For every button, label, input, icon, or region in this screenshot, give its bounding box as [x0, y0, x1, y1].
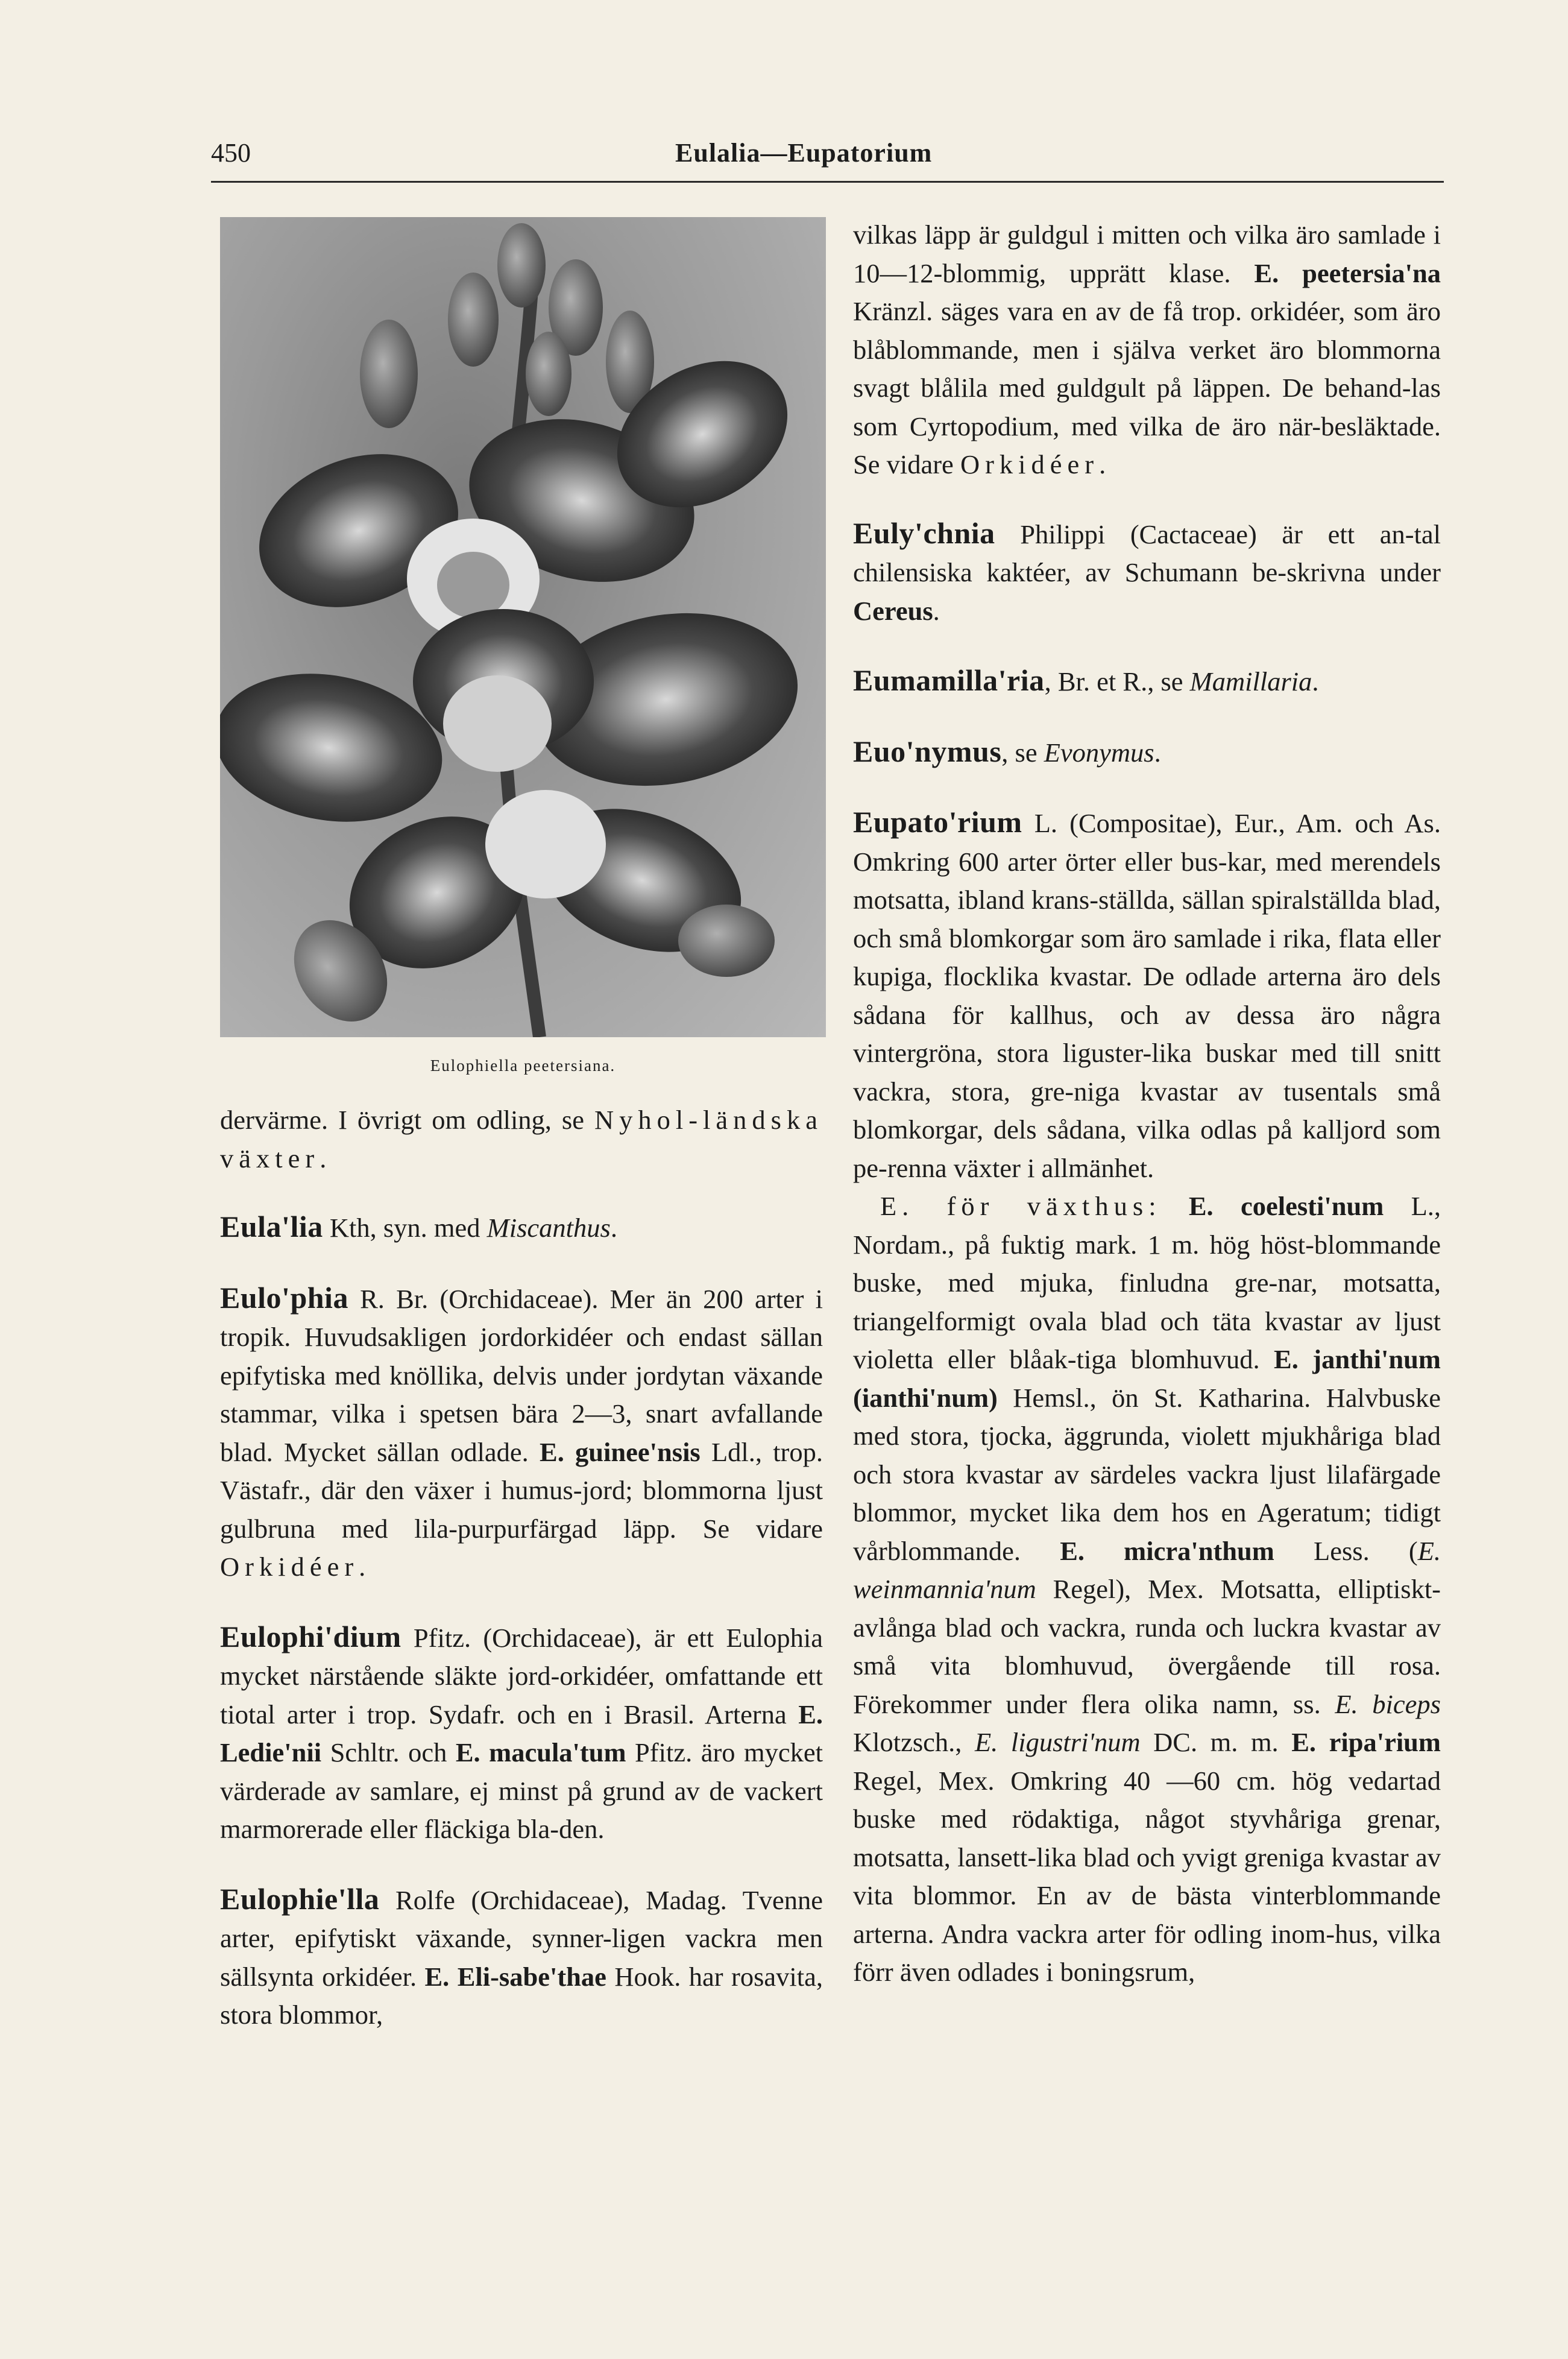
text-run: Ldl., trop. Västafr., där den växer i humus-jord; blommorna ljust gulbruna med lila-purpurfärgad läpp. Se vidare: [220, 1436, 823, 1544]
text-run: Pfitz. äro mycket värderade av samlare, ej minst på grund av de vackert marmorerade eller fläckiga bla-den.: [220, 1737, 823, 1844]
cross-reference: Nyhol-ländska växter: [220, 1105, 823, 1173]
text-run: Kränzl. säges vara en av de få trop. orkidéer, som äro blåblommande, men i själva verket äro blommorna svagt blålila med guldgult på läppen. De behand-las som Cyrtopodium, med vilka de äro när-besläktade. Se vidare: [853, 296, 1441, 479]
cross-reference: Orkidéer: [960, 449, 1100, 479]
italic-term: E. ligustri'num: [975, 1727, 1141, 1757]
italic-term: Miscanthus: [486, 1213, 611, 1243]
entry-headword: Eumamilla'ria: [853, 663, 1045, 697]
text-run: dervärme. I övrigt om odling, se: [220, 1105, 594, 1135]
entry-eulophiella: [220, 1880, 823, 2035]
text-run: vilkas läpp är guldgul i mitten och vilka äro samlade i 10—12-blommig, upprätt klase.: [853, 219, 1441, 288]
entry-euonymus: [853, 733, 1441, 772]
page-number: 450: [211, 138, 251, 168]
entry-headword: Eulophi'dium: [220, 1619, 401, 1653]
text-run: [1162, 1191, 1189, 1221]
entry-headword: Eula'lia: [220, 1210, 323, 1243]
text-run: Schltr. och: [321, 1737, 456, 1767]
species-name: E. janthi'num (ianthi'num): [853, 1344, 1441, 1413]
text-run: Kth, syn. med: [323, 1213, 487, 1243]
text-run: .: [1154, 737, 1161, 768]
text-run: Philippi (Cactaceae) är ett an-tal chilensiska kaktéer, av Schumann be-skrivna under: [853, 519, 1441, 587]
figure-caption: Eulophiella peetersiana.: [430, 1056, 616, 1075]
page-header: [211, 137, 1444, 180]
entry-eupatorium: [853, 803, 1441, 1187]
species-name: E. coelesti'num: [1188, 1191, 1384, 1221]
italic-term: E. biceps: [1335, 1688, 1441, 1719]
text-run: Less. (: [1274, 1535, 1418, 1566]
species-name: E. macula'tum: [455, 1737, 626, 1767]
genus-name: Cereus: [853, 595, 933, 626]
entry-eulophia: [220, 1279, 823, 1587]
text-run: .: [933, 595, 940, 626]
entry-eulalia: [220, 1208, 823, 1248]
species-name: E. peetersia'na: [1254, 257, 1441, 288]
text-run: Regel, Mex. Omkring 40 —60 cm. hög vedartad buske med rödaktiga, något styvhåriga grenar, motsatta, lansett-lika blad och yvigt greniga kvastar av vita blommor. En av de bästa vinterblommande arterna. Andra vackra arter för odling inom-hus, vilka förr även odlades i boningsrum,: [853, 1765, 1441, 1987]
species-name: E. micra'nthum: [1060, 1535, 1274, 1566]
entry-headword: Eulo'phia: [220, 1280, 348, 1315]
section-label: E. för växthus:: [880, 1191, 1162, 1221]
text-run: DC. m. m.: [1140, 1727, 1292, 1757]
text-run: , Br. et R., se: [1044, 666, 1190, 696]
header-rule: [211, 181, 1444, 183]
orchid-illustration: [220, 217, 826, 1037]
text-run: .: [1312, 666, 1319, 696]
entry-headword: Eulophie'lla: [220, 1881, 380, 1916]
cross-reference: Orkidéer: [220, 1552, 359, 1582]
continued-text: [220, 1101, 823, 1178]
entry-eumamillaria: [853, 662, 1441, 701]
species-name: E. Ledie'nii: [220, 1699, 823, 1767]
species-name: E. guinee'nsis: [540, 1436, 701, 1467]
italic-term: Evonymus: [1044, 737, 1154, 768]
entry-eulophidium: [220, 1618, 823, 1849]
text-run: R. Br. (Orchidaceae). Mer än 200 arter i tropik. Huvudsakligen jordorkidéer och endast sällan epifytiska med knöllika, delvis under jordytan växande stammar, vilka i spetsen bära 2—3, snart avfallande blad. Mycket sällan odlade.: [220, 1283, 823, 1467]
text-run: Hemsl., ön St. Katharina. Halvbuske med stora, tjocka, äggrunda, violett mjukhåriga blad och stora kvastar av särdeles vackra ljust lilafärgade blommor, mycket lika dem hos en Ageratum; tidigt vårblommande.: [853, 1382, 1441, 1566]
entry-headword: Eupato'rium: [853, 805, 1022, 839]
entry-eulychnia: [853, 514, 1441, 631]
entry-headword: Euly'chnia: [853, 516, 995, 550]
orchid-photograph: [220, 217, 826, 1037]
text-run: .: [359, 1552, 366, 1582]
entry-headword: Euo'nymus: [853, 734, 1002, 768]
running-head: Eulalia—Eupatorium: [675, 138, 933, 168]
eupatorium-greenhouse-species: [853, 1187, 1441, 1992]
text-run: Regel), Mex. Motsatta, elliptiskt-avlånga blad och vackra, runda och luckra kvastar av små vita blomhuvud, övergående till rosa. Förekommer under flera olika namn, ss.: [853, 1574, 1441, 1719]
text-run: .: [320, 1143, 327, 1173]
left-column: [220, 1101, 823, 2035]
text-run: .: [1099, 449, 1106, 479]
italic-term: E. weinmannia'num: [853, 1535, 1441, 1604]
text-run: Klotzsch.,: [853, 1727, 975, 1757]
italic-term: Mamillaria: [1189, 666, 1312, 696]
text-run: .: [610, 1213, 617, 1243]
text-run: Rolfe (Orchidaceae), Madag. Tvenne arter, epifytiskt växande, synner-ligen vackra men sällsynta orkidéer.: [220, 1884, 823, 1992]
text-run: Pfitz. (Orchidaceae), är ett Eulophia mycket närstående släkte jord-orkidéer, omfattande ett tiotal arter i trop. Sydafr. och en i Brasil. Arterna: [220, 1622, 823, 1729]
species-name: E. ripa'rium: [1291, 1727, 1441, 1757]
text-run: L., Nordam., på fuktig mark. 1 m. hög höst-blommande buske, med mjuka, finludna gre-nar, motsatta, triangelformigt ovala blad och täta kvastar av ljust violetta eller blåak-tiga blomhuvud.: [853, 1191, 1441, 1374]
right-column: [853, 216, 1441, 1992]
continued-text: [853, 216, 1441, 484]
species-name: E. Eli-sabe'thae: [424, 1961, 606, 1992]
text-run: L. (Compositae), Eur., Am. och As. Omkring 600 arter örter eller bus-kar, med merendels motsatta, ibland krans-ställda, sällan spiralställda blad, och små blomkorgar som äro samlade i rika, flata eller kupiga, flocklika kvastar. De odlade arterna äro dels sådana för kallhus, och av dessa äro några vintergröna, stora liguster-lika buskar med till snitt vackra, stora, gre-niga kvastar av tusentals små blomkorgar, dels sådana, vilka odlas på kalljord som pe-renna växter i allmänhet.: [853, 808, 1441, 1183]
text-run: Hook. har rosavita, stora blommor,: [220, 1961, 823, 2030]
text-run: , se: [1001, 737, 1044, 768]
